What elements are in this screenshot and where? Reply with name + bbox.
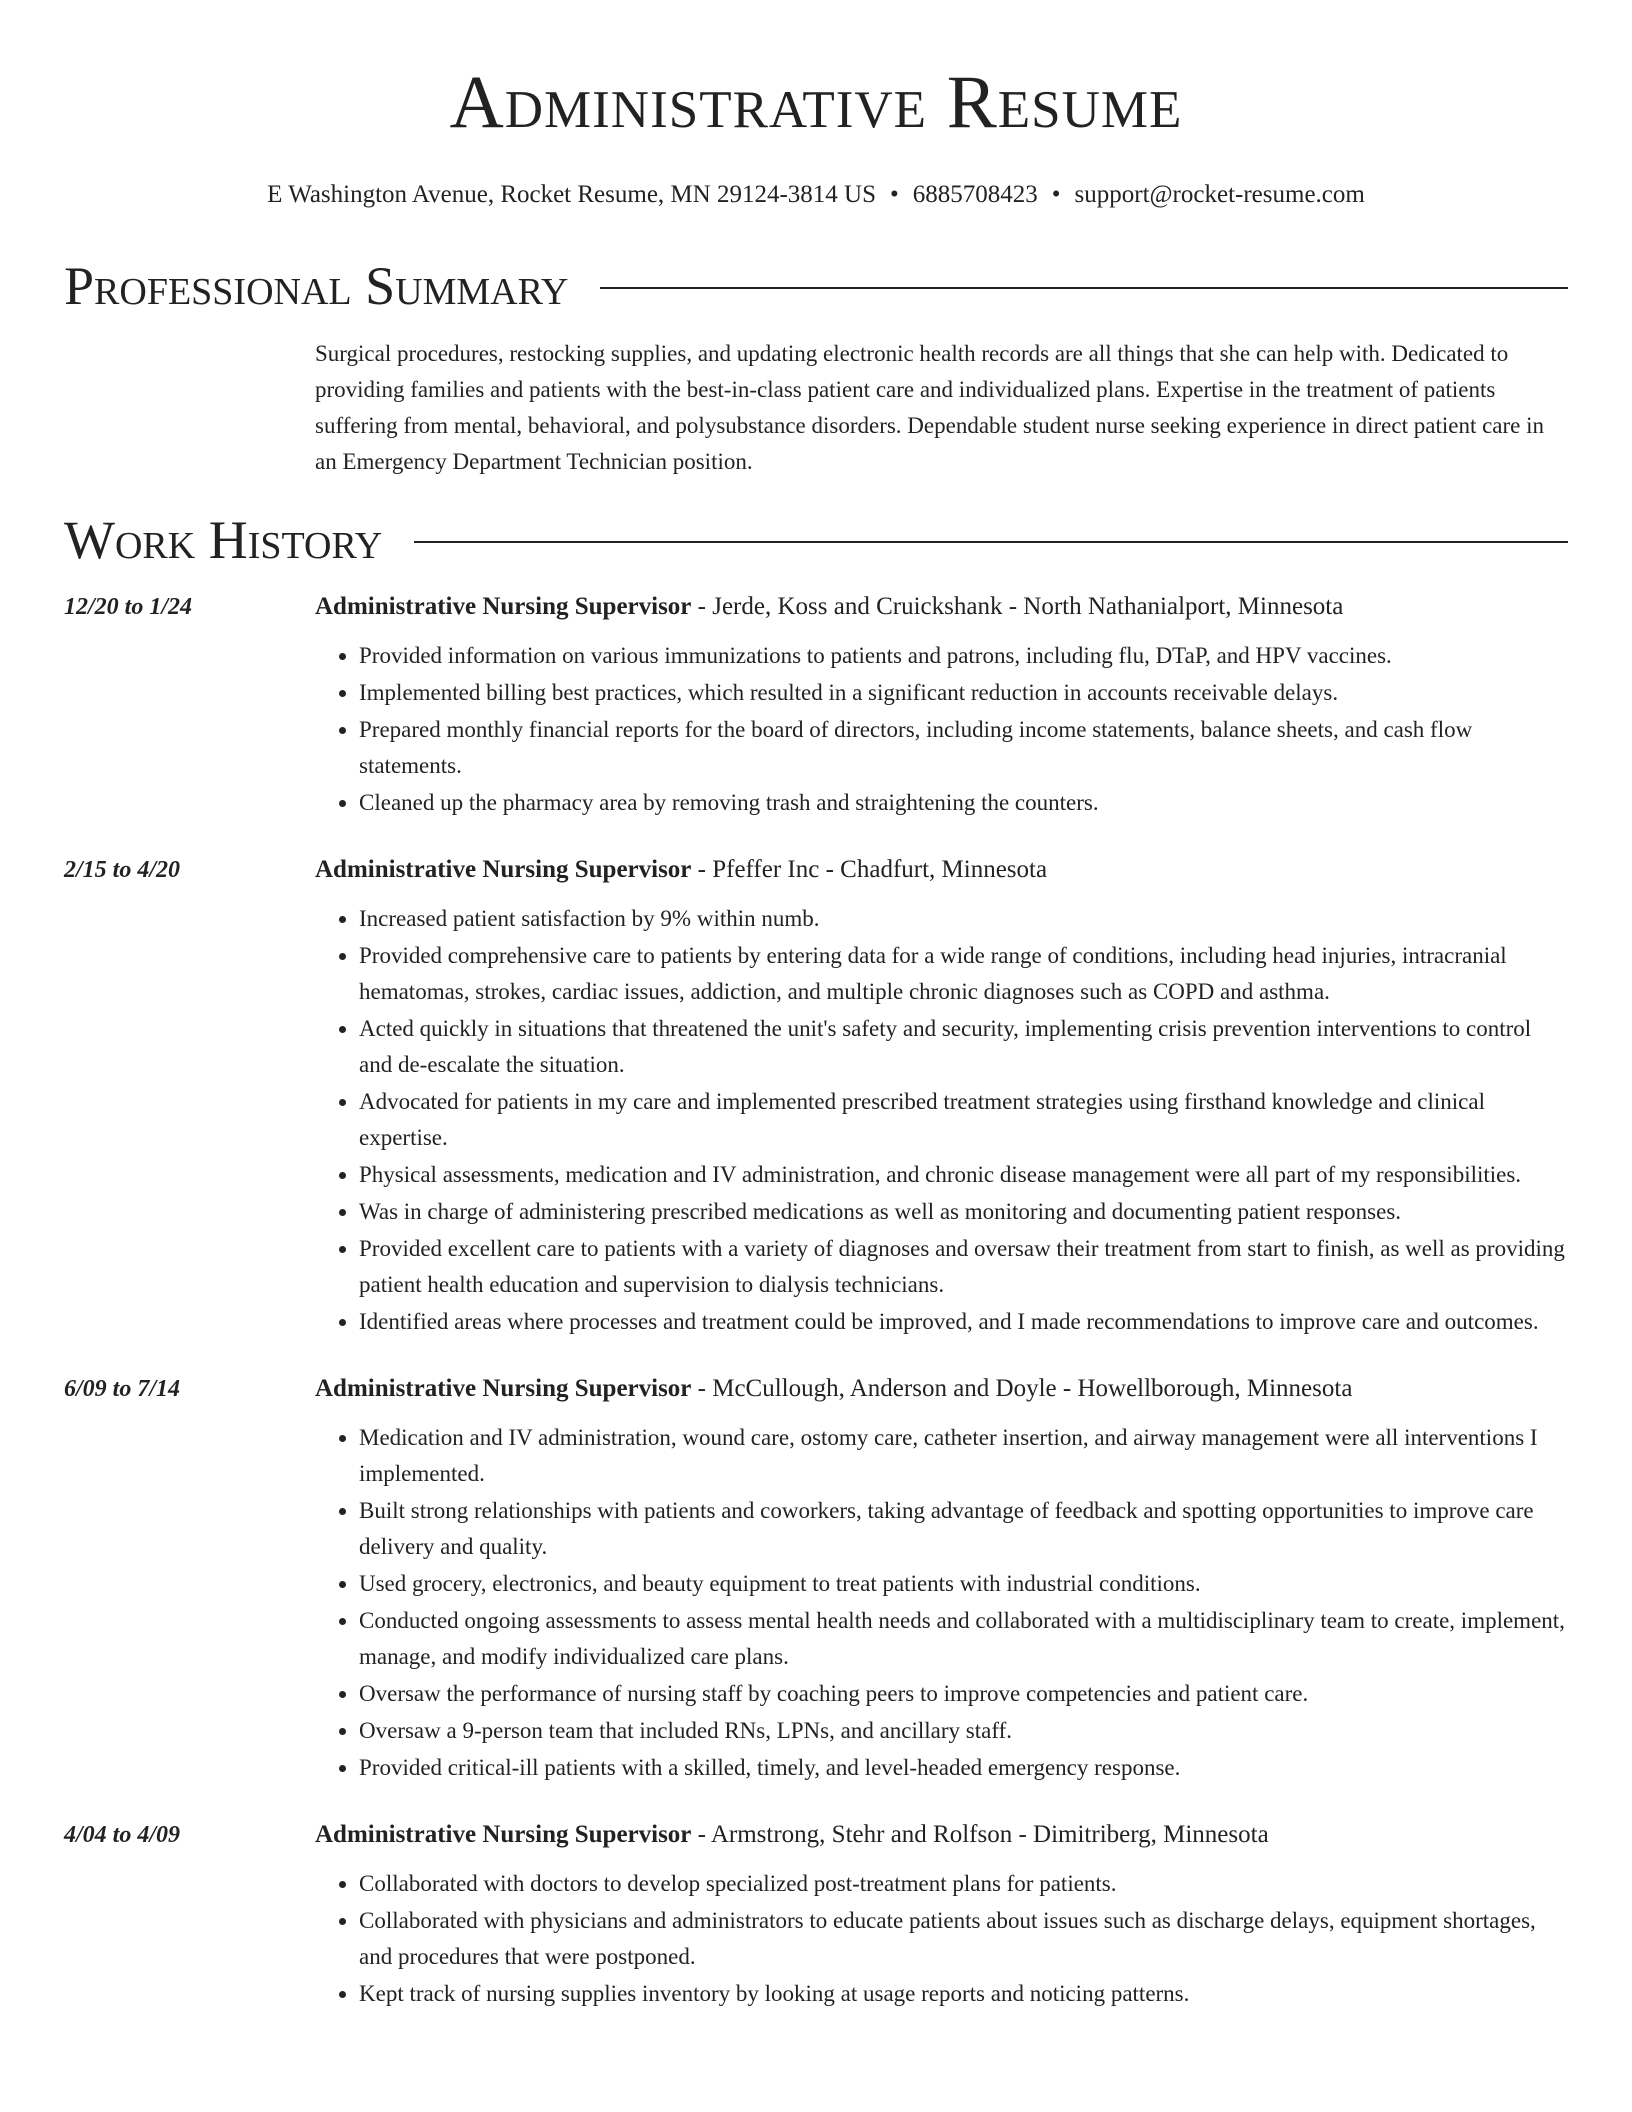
job-employer-location: - Jerde, Koss and Cruickshank - North Nathanialport, Minnesota: [691, 593, 1344, 620]
job-title-line: [315, 1372, 1568, 1406]
summary-text: Surgical procedures, restocking supplies, and updating electronic health records are all things that she can help with. Dedicated to providing families and patients with the best-in-class patient care and individualized plans. Expertise in the treatment of patients suffering from mental, behavioral, and polysubstance disorders. Dependable student nurse seeking experience in direct patient care in an Emergency Department Technician position.: [315, 341, 1545, 474]
job-bullet: • Advocated for patients in my care and implemented prescribed treatment strategies using firsthand knowledge and clinical expertise.: [359, 1084, 1568, 1156]
job-bullet: • Acted quickly in situations that threatened the unit's safety and security, implementing crisis prevention interventions to control and de-escalate the situation.: [359, 1011, 1568, 1083]
job-employer-location: - Pfeffer Inc - Chadfurt, Minnesota: [691, 856, 1048, 883]
job-title-line: [315, 853, 1568, 887]
job-title-line: [315, 1818, 1568, 1852]
job-bullet: • Provided information on various immunizations to patients and patrons, including flu, DTaP, and HPV vaccines.: [359, 638, 1568, 674]
job-entry: [64, 853, 1568, 1340]
job-bullet: • Used grocery, electronics, and beauty equipment to treat patients with industrial conditions.: [359, 1566, 1568, 1602]
contact-separator: •: [890, 181, 899, 208]
job-body: [315, 853, 1568, 1340]
job-title: Administrative Nursing Supervisor: [315, 1821, 692, 1848]
job-bullet: • Built strong relationships with patients and coworkers, taking advantage of feedback and spotting opportunities to improve care delivery and quality.: [359, 1493, 1568, 1565]
job-bullet: • Provided comprehensive care to patients by entering data for a wide range of conditions, including head injuries, intracranial hematomas, strokes, cardiac issues, addiction, and multiple chronic diagnoses such as COPD and asthma.: [359, 938, 1568, 1010]
job-bullet: • Conducted ongoing assessments to assess mental health needs and collaborated with a multidisciplinary team to create, implement, manage, and modify individualized care plans.: [359, 1603, 1568, 1675]
job-bullet: • Provided excellent care to patients with a variety of diagnoses and oversaw their treatment from start to finish, as well as providing patient health education and supervision to dialysis technicians.: [359, 1231, 1568, 1303]
job-bullet-list: [315, 901, 1568, 1340]
job-dates: 6/09 to 7/14: [64, 1376, 181, 1402]
job-bullet: • Kept track of nursing supplies inventory by looking at usage reports and noticing patterns.: [359, 1976, 1568, 2012]
job-employer-location: - Armstrong, Stehr and Rolfson - Dimitriberg, Minnesota: [691, 1821, 1269, 1848]
job-bullet: • Implemented billing best practices, which resulted in a significant reduction in accounts receivable delays.: [359, 675, 1568, 711]
job-bullet: • Provided critical-ill patients with a skilled, timely, and level-headed emergency response.: [359, 1750, 1568, 1786]
job-title-line: [315, 590, 1568, 624]
job-title: Administrative Nursing Supervisor: [315, 593, 692, 620]
email: support@rocket-resume.com: [1074, 181, 1365, 208]
job-bullet: • Was in charge of administering prescribed medications as well as monitoring and documenting patient responses.: [359, 1194, 1568, 1230]
job-title: Administrative Nursing Supervisor: [315, 856, 692, 883]
job-bullet: • Medication and IV administration, wound care, ostomy care, catheter insertion, and airway management were all interventions I implemented.: [359, 1420, 1568, 1492]
job-entry: [64, 590, 1568, 821]
job-entry: [64, 1372, 1568, 1786]
job-bullet: • Collaborated with doctors to develop specialized post-treatment plans for patients.: [359, 1866, 1568, 1902]
work-section-header: [64, 510, 1568, 570]
section-divider: [414, 541, 1568, 543]
resume-name: Administrative Resume: [449, 61, 1183, 144]
work-heading: Work History: [64, 510, 383, 570]
section-divider: [600, 287, 1568, 289]
job-bullet: • Oversaw a 9-person team that included RNs, LPNs, and ancillary staff.: [359, 1713, 1568, 1749]
job-bullet: • Oversaw the performance of nursing staff by coaching peers to improve competencies and patient care.: [359, 1676, 1568, 1712]
job-body: [315, 1372, 1568, 1786]
job-bullet-list: [315, 1866, 1568, 2012]
job-dates: 12/20 to 1/24: [64, 594, 193, 620]
job-bullet: • Prepared monthly financial reports for the board of directors, including income statements, balance sheets, and cash flow statements.: [359, 712, 1568, 784]
job-entry: [64, 1818, 1568, 2012]
job-dates: 2/15 to 4/20: [64, 857, 181, 883]
contact-separator: •: [1051, 181, 1061, 208]
job-bullet: • Collaborated with physicians and administrators to educate patients about issues such as discharge delays, equipment shortages, and procedures that were postponed.: [359, 1903, 1568, 1975]
job-bullet-list: [315, 1420, 1568, 1786]
contact-line: [64, 180, 1568, 210]
job-bullet: • Physical assessments, medication and IV administration, and chronic disease management were all part of my responsibilities.: [359, 1157, 1568, 1193]
job-bullet: • Increased patient satisfaction by 9% within numb.: [359, 901, 1568, 937]
job-bullet: • Identified areas where processes and treatment could be improved, and I made recommendations to improve care and outcomes.: [359, 1304, 1568, 1340]
job-bullet: • Cleaned up the pharmacy area by removing trash and straightening the counters.: [359, 785, 1568, 821]
job-employer-location: - McCullough, Anderson and Doyle - Howellborough, Minnesota: [691, 1375, 1353, 1402]
address: E Washington Avenue, Rocket Resume, MN 29124-3814 US: [267, 181, 876, 208]
phone: 6885708423: [912, 181, 1038, 208]
job-bullet-list: [315, 638, 1568, 821]
job-title: Administrative Nursing Supervisor: [315, 1375, 692, 1402]
job-body: [315, 1818, 1568, 2012]
summary-heading: Professional Summary: [64, 256, 569, 316]
job-body: [315, 590, 1568, 821]
job-dates: 4/04 to 4/09: [64, 1822, 181, 1848]
work-history-list: [64, 590, 1568, 2012]
summary-section-header: [64, 256, 1568, 316]
